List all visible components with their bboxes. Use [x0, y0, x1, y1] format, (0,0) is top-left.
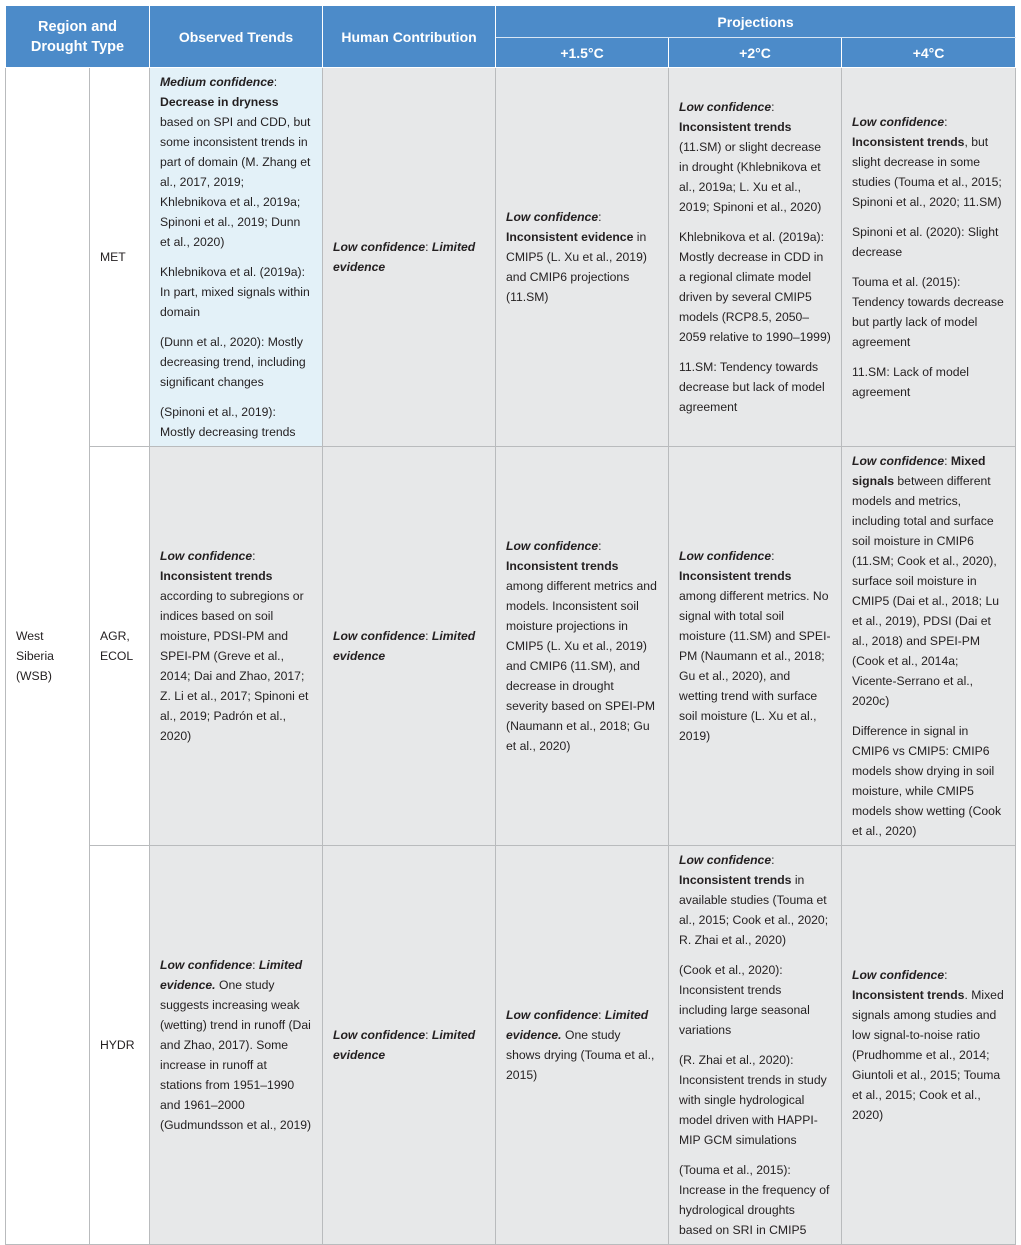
text-run: :: [598, 210, 602, 224]
text-run: Mixed signals: [852, 454, 986, 488]
projection-2c-header: +2°C: [669, 38, 842, 68]
drought-type-cell: HYDR: [90, 846, 150, 1245]
cell-paragraph: [679, 850, 831, 950]
observed-trends-cell: [150, 447, 323, 846]
cell-paragraph: [852, 362, 1005, 402]
text-run: (Cook et al., 2020): Inconsistent trends including large seasonal variations: [679, 963, 810, 1037]
cell-paragraph: [333, 1025, 485, 1065]
text-run: (R. Zhai et al., 2020): Inconsistent trends in study with single hydrological model driven with HAPPI-MIP GCM simulations: [679, 1053, 827, 1147]
human-contribution-header: Human Contribution: [323, 6, 496, 68]
text-run: :: [598, 1008, 605, 1022]
observed-trends-header: Observed Trends: [150, 6, 323, 68]
text-run: Low confidence: [679, 100, 772, 114]
text-run: Khlebnikova et al. (2019a): In part, mixed signals within domain: [160, 265, 310, 319]
text-run: Touma et al. (2015): Tendency towards decrease but partly lack of model agreement: [852, 275, 1004, 349]
text-run: Limited evidence: [333, 1028, 476, 1062]
cell-paragraph: [679, 1160, 831, 1240]
text-run: 11.SM: Lack of model agreement: [852, 365, 969, 399]
projection-1-5c-cell: [496, 846, 669, 1245]
text-run: among different metrics. No signal with total soil moisture (11.SM) and SPEI-PM (Naumann et al., 2018; Gu et al., 2020), and wetting trend with surface soil moisture (L. Xu et al., 2019): [679, 589, 831, 743]
text-run: Difference in signal in CMIP6 vs CMIP5: CMIP6 models show drying in soil moisture, while CMIP5 models show wetting (Cook et al., 2020): [852, 724, 1002, 838]
table-row-met: [6, 68, 1016, 447]
text-run: :: [425, 629, 432, 643]
text-run: in CMIP5 (L. Xu et al., 2019) and CMIP6 projections (11.SM): [506, 230, 647, 304]
text-run: :: [425, 240, 432, 254]
text-run: (Dunn et al., 2020): Mostly decreasing trend, including significant changes: [160, 335, 306, 389]
table-row-agr-ecol: [6, 447, 1016, 846]
projection-1-5c-cell: [496, 447, 669, 846]
text-run: :: [944, 454, 951, 468]
projection-2c-cell: [669, 447, 842, 846]
cell-paragraph: [160, 262, 312, 322]
cell-paragraph: [160, 332, 312, 392]
projection-1-5c-header: +1.5°C: [496, 38, 669, 68]
cell-paragraph: [506, 536, 658, 756]
text-run: Low confidence: [333, 629, 426, 643]
projection-2c-cell: [669, 846, 842, 1245]
cell-paragraph: [679, 546, 831, 746]
cell-paragraph: [160, 402, 312, 442]
cell-paragraph: [160, 72, 312, 252]
cell-paragraph: [679, 357, 831, 417]
text-run: Inconsistent trends: [506, 559, 619, 573]
table-row-hydr: [6, 846, 1016, 1245]
text-run: Inconsistent trends: [160, 569, 273, 583]
cell-paragraph: [333, 237, 485, 277]
cell-paragraph: [852, 721, 1005, 841]
cell-paragraph: [679, 97, 831, 217]
projection-4c-cell: [842, 846, 1016, 1245]
text-run: Low confidence: [506, 539, 599, 553]
human-contribution-cell: [323, 68, 496, 447]
text-run: Low confidence: [506, 210, 599, 224]
text-run: Inconsistent trends: [852, 135, 965, 149]
drought-type-cell: AGR, ECOL: [90, 447, 150, 846]
text-run: :: [771, 853, 775, 867]
text-run: (11.SM) or slight decrease in drought (Khlebnikova et al., 2019a; L. Xu et al., 2019; Spinoni et al., 2020): [679, 140, 822, 214]
text-run: Limited evidence: [333, 629, 476, 663]
cell-paragraph: [506, 1005, 658, 1085]
text-run: (Touma et al., 2015): Increase in the frequency of hydrological droughts based on SRI in CMIP5: [679, 1163, 830, 1237]
text-run: among different metrics and models. Inconsistent soil moisture projections in CMIP5 (L. Xu et al., 2019) and CMIP6 (11.SM), and decrease in drought severity based on SPEI-PM (Naumann et al., 2018; Gu et al., 2020): [506, 579, 657, 753]
drought-assessment-table: [5, 5, 1016, 1245]
text-run: One study shows drying (Touma et al., 2015): [506, 1028, 655, 1082]
text-run: based on SPI and CDD, but some inconsistent trends in part of domain (M. Zhang et al., 2017, 2019; Khlebnikova et al., 2019a; Spinoni et al., 2019; Dunn et al., 2020): [160, 115, 311, 249]
text-run: Low confidence: [679, 549, 772, 563]
text-run: Inconsistent trends: [679, 569, 792, 583]
projection-1-5c-cell: [496, 68, 669, 447]
text-run: :: [771, 549, 775, 563]
text-run: Decrease in dryness: [160, 95, 279, 109]
text-run: Khlebnikova et al. (2019a): Mostly decrease in CDD in a regional climate model driven by several CMIP5 models (RCP8.5, 2050–2059 relative to 1990–1999): [679, 230, 831, 344]
text-run: Low confidence: [160, 958, 253, 972]
cell-paragraph: [679, 227, 831, 347]
cell-paragraph: [852, 112, 1005, 212]
cell-paragraph: [852, 272, 1005, 352]
cell-paragraph: [852, 222, 1005, 262]
projection-4c-cell: [842, 447, 1016, 846]
cell-paragraph: [160, 955, 312, 1135]
drought-type-cell: MET: [90, 68, 150, 447]
text-run: between different models and metrics, including total and surface soil moisture in CMIP6 (11.SM; Cook et al., 2020), surface soil moisture in CMIP5 (Dai et al., 2018; Lu et al., 2019), PDSI (Dai et al., 2018) and SPEI-PM (Cook et al., 2014a; Vicente-Serrano et al., 2020c): [852, 474, 1000, 708]
text-run: Inconsistent evidence: [506, 230, 634, 244]
projections-header: Projections: [496, 6, 1016, 38]
cell-paragraph: [679, 1050, 831, 1150]
text-run: Inconsistent trends: [679, 873, 792, 887]
region-cell: West Siberia (WSB): [6, 68, 90, 1245]
text-run: :: [252, 549, 256, 563]
text-run: Low confidence: [333, 1028, 426, 1042]
text-run: :: [944, 115, 948, 129]
cell-paragraph: [852, 965, 1005, 1125]
text-run: . Mixed signals among studies and low signal-to-noise ratio (Prudhomme et al., 2014; Giuntoli et al., 2015; Touma et al., 2015; Cook et al., 2020): [852, 988, 1004, 1122]
text-run: , but slight decrease in some studies (Touma et al., 2015; Spinoni et al., 2020; 11.SM): [852, 135, 1002, 209]
observed-trends-cell: [150, 68, 323, 447]
projection-4c-cell: [842, 68, 1016, 447]
text-run: Low confidence: [333, 240, 426, 254]
text-run: Inconsistent trends: [852, 988, 965, 1002]
human-contribution-cell: [323, 447, 496, 846]
region-drought-type-header: Region and Drought Type: [6, 6, 150, 68]
text-run: in available studies (Touma et al., 2015; Cook et al., 2020; R. Zhai et al., 2020): [679, 873, 829, 947]
text-run: Limited evidence.: [506, 1008, 649, 1042]
text-run: :: [425, 1028, 432, 1042]
text-run: (Spinoni et al., 2019): Mostly decreasing trends: [160, 405, 296, 439]
text-run: 11.SM: Tendency towards decrease but lack of model agreement: [679, 360, 825, 414]
human-contribution-cell: [323, 846, 496, 1245]
cell-paragraph: [506, 207, 658, 307]
text-run: Inconsistent trends: [679, 120, 792, 134]
text-run: Medium confidence: [160, 75, 274, 89]
text-run: Low confidence: [679, 853, 772, 867]
text-run: Limited evidence: [333, 240, 476, 274]
cell-paragraph: [333, 626, 485, 666]
text-run: :: [252, 958, 259, 972]
cell-paragraph: [679, 960, 831, 1040]
text-run: :: [598, 539, 602, 553]
text-run: Low confidence: [852, 454, 945, 468]
text-run: Low confidence: [852, 115, 945, 129]
text-run: Low confidence: [852, 968, 945, 982]
text-run: according to subregions or indices based on soil moisture, PDSI-PM and SPEI-PM (Greve et al., 2014; Dai and Zhao, 2017; Z. Li et al., 2017; Spinoni et al., 2019; Padrón et al., 2020): [160, 589, 309, 743]
observed-trends-cell: [150, 846, 323, 1245]
text-run: Low confidence: [506, 1008, 599, 1022]
text-run: Spinoni et al. (2020): Slight decrease: [852, 225, 999, 259]
text-run: :: [944, 968, 948, 982]
projection-4c-header: +4°C: [842, 38, 1016, 68]
text-run: Limited evidence.: [160, 958, 303, 992]
cell-paragraph: [852, 451, 1005, 711]
text-run: :: [771, 100, 775, 114]
text-run: :: [273, 75, 278, 89]
projection-2c-cell: [669, 68, 842, 447]
text-run: One study suggests increasing weak (wetting) trend in runoff (Dai and Zhao, 2017). Some increase in runoff at stations from 1951–1990 and 1961–2000 (Gudmundsson et al., 2019): [160, 978, 312, 1132]
text-run: Low confidence: [160, 549, 253, 563]
cell-paragraph: [160, 546, 312, 746]
